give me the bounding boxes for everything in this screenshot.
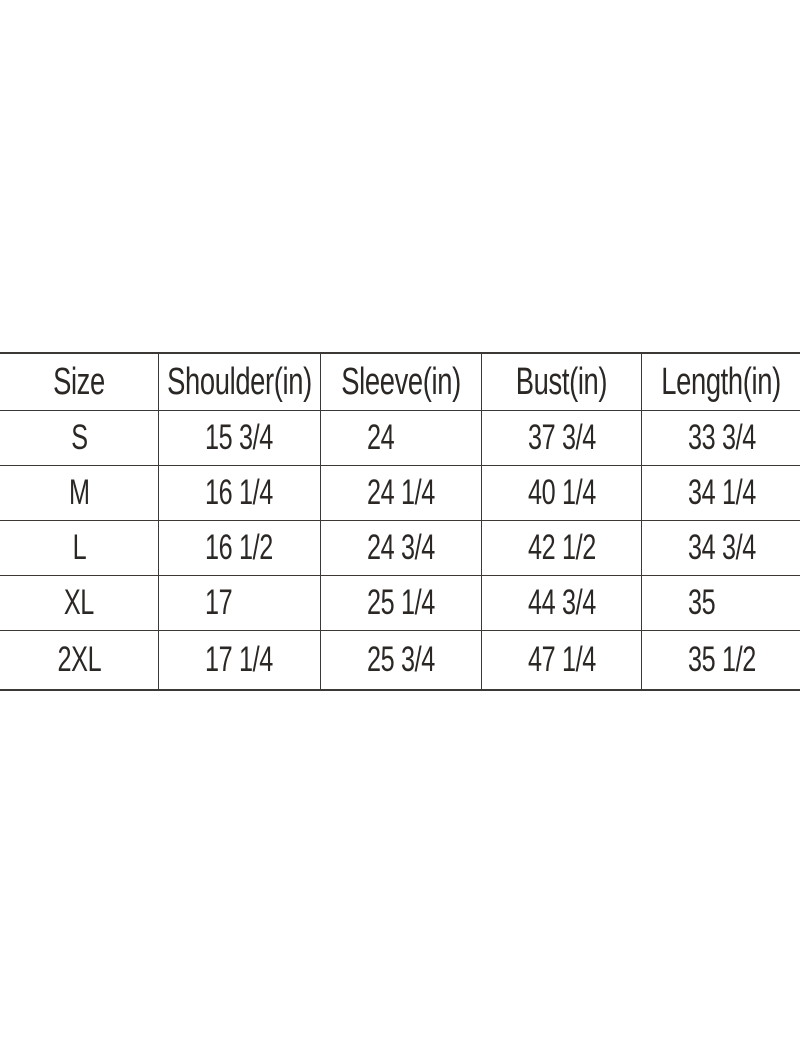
sleeve-value: 25 1/4 — [367, 583, 435, 622]
length-value: 33 3/4 — [688, 418, 756, 457]
length-value: 34 3/4 — [688, 528, 756, 567]
column-header-sleeve — [321, 354, 482, 410]
shoulder-cell — [159, 631, 321, 689]
shoulder-value: 17 1/4 — [205, 640, 273, 679]
column-header-size-label: Size — [53, 360, 105, 403]
size-label: XL — [63, 583, 95, 622]
table-header-row — [0, 354, 800, 411]
length-cell — [642, 576, 800, 630]
sleeve-value: 25 3/4 — [367, 640, 435, 679]
shoulder-value: 16 1/4 — [205, 473, 273, 512]
bust-value: 37 3/4 — [528, 418, 596, 457]
table-row-xl — [0, 576, 800, 631]
sleeve-value: 24 — [367, 418, 395, 457]
sleeve-value: 24 1/4 — [367, 473, 435, 512]
size-cell — [0, 521, 159, 575]
bust-value: 40 1/4 — [528, 473, 596, 512]
bust-cell — [482, 521, 642, 575]
size-cell — [0, 631, 159, 689]
length-value: 35 — [688, 583, 716, 622]
column-header-shoulder — [159, 354, 321, 410]
size-label: S — [70, 418, 88, 457]
length-value: 35 1/2 — [688, 640, 756, 679]
bust-value: 44 3/4 — [528, 583, 596, 622]
column-header-bust-label: Bust(in) — [515, 360, 608, 403]
shoulder-cell — [159, 576, 321, 630]
shoulder-value: 17 — [205, 583, 233, 622]
column-header-size — [0, 354, 159, 410]
shoulder-value: 16 1/2 — [205, 528, 273, 567]
table-row-l — [0, 521, 800, 576]
sleeve-cell — [321, 521, 482, 575]
bust-cell — [482, 411, 642, 465]
bust-cell — [482, 576, 642, 630]
length-cell — [642, 521, 800, 575]
column-header-length-label: Length(in) — [661, 360, 781, 403]
sleeve-cell — [321, 631, 482, 689]
sleeve-cell — [321, 466, 482, 520]
size-label: 2XL — [57, 640, 101, 679]
bust-value: 42 1/2 — [528, 528, 596, 567]
shoulder-value: 15 3/4 — [205, 418, 273, 457]
table-row-2xl — [0, 631, 800, 689]
column-header-bust — [482, 354, 642, 410]
bust-cell — [482, 631, 642, 689]
shoulder-cell — [159, 411, 321, 465]
column-header-length — [642, 354, 800, 410]
length-cell — [642, 466, 800, 520]
bust-value: 47 1/4 — [528, 640, 596, 679]
size-label: L — [72, 528, 86, 567]
shoulder-cell — [159, 466, 321, 520]
table-row-m — [0, 466, 800, 521]
size-cell — [0, 411, 159, 465]
bust-cell — [482, 466, 642, 520]
length-cell — [642, 411, 800, 465]
size-chart-table — [0, 352, 800, 691]
size-cell — [0, 576, 159, 630]
length-value: 34 1/4 — [688, 473, 756, 512]
sleeve-cell — [321, 576, 482, 630]
size-label: M — [68, 473, 90, 512]
shoulder-cell — [159, 521, 321, 575]
size-cell — [0, 466, 159, 520]
sleeve-cell — [321, 411, 482, 465]
sleeve-value: 24 3/4 — [367, 528, 435, 567]
column-header-shoulder-label: Shoulder(in) — [167, 360, 312, 403]
column-header-sleeve-label: Sleeve(in) — [341, 360, 461, 403]
length-cell — [642, 631, 800, 689]
table-row-s — [0, 411, 800, 466]
